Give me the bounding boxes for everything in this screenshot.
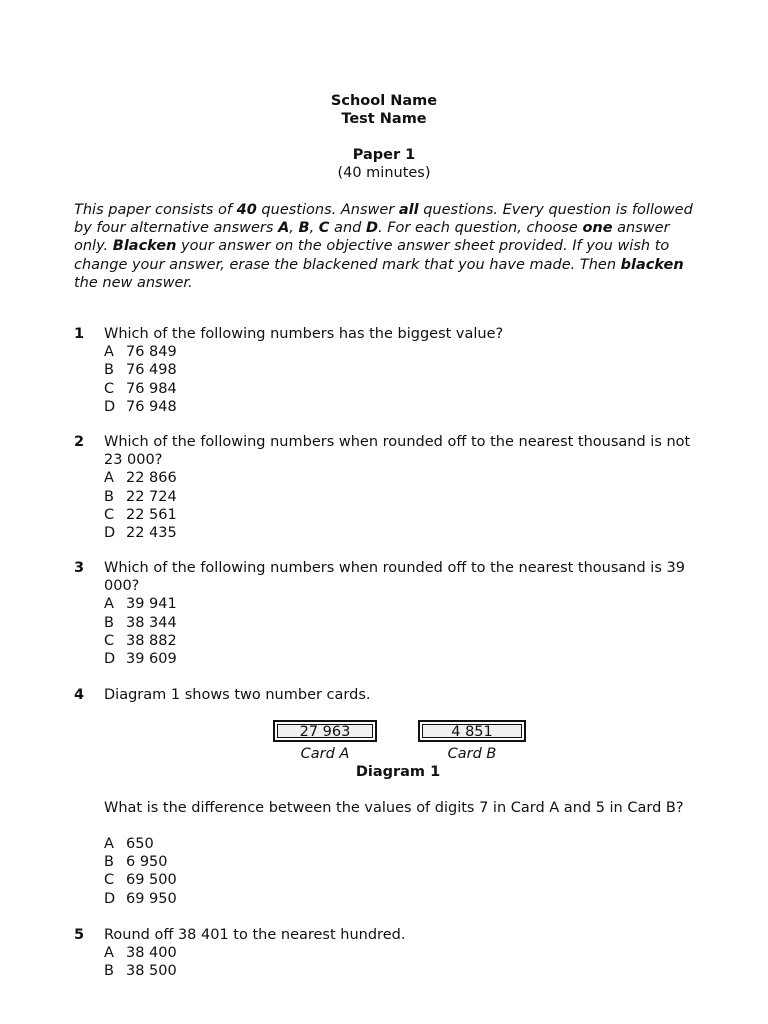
question-stem: Round off 38 401 to the nearest hundred. xyxy=(104,927,406,943)
instructions: This paper consists of 40 questions. Answer all questions. Every question is followed by four alternative answers A, B, C and D. For each question, choose one answer only. Blacken your answer on the objective answer sheet provided. If you wish to change your answer, erase the blackened mark that you have made. Then blacken the new answer. xyxy=(74,202,693,291)
option-c: C 69 500 xyxy=(104,872,177,889)
question-4-options xyxy=(104,835,177,908)
option-b: B 38 500 xyxy=(104,963,177,980)
option-d: D 39 609 xyxy=(104,651,177,668)
test-name: Test Name xyxy=(341,111,427,127)
option-c: C 76 984 xyxy=(104,380,177,397)
card-a-label: Card A xyxy=(300,746,350,762)
question-number: 4 xyxy=(74,687,85,703)
question-stem-2: What is the difference between the values of digits 7 in Card A and 5 in Card B? xyxy=(104,800,684,816)
question-number: 1 xyxy=(74,326,85,342)
question-stem: Which of the following numbers when rounded off to the nearest thousand is 39 000? xyxy=(104,560,685,595)
option-a: A 76 849 xyxy=(104,344,177,361)
option-d: D 22 435 xyxy=(104,525,177,542)
question-stem: Which of the following numbers when rounded off to the nearest thousand is not 23 000? xyxy=(104,434,691,469)
number-card-b xyxy=(418,720,526,742)
option-d: D 76 948 xyxy=(104,398,177,415)
option-b: B 22 724 xyxy=(104,488,177,505)
option-b: B 38 344 xyxy=(104,614,177,631)
school-name: School Name xyxy=(330,93,438,109)
option-a: A 39 941 xyxy=(104,596,177,613)
option-b: B 76 498 xyxy=(104,362,177,379)
option-a: A 22 866 xyxy=(104,470,177,487)
question-number: 3 xyxy=(74,560,85,576)
card-b-label: Card B xyxy=(447,746,497,762)
card-b-value: 4 851 xyxy=(422,724,522,738)
option-b: B 6 950 xyxy=(104,854,168,871)
option-c: C 22 561 xyxy=(104,506,177,523)
option-a: A 38 400 xyxy=(104,945,177,962)
number-card-a xyxy=(273,720,377,742)
option-a: A 650 xyxy=(104,836,154,852)
card-a-value: 27 963 xyxy=(277,724,373,738)
diagram-caption: Diagram 1 xyxy=(355,764,441,780)
question-stem: Which of the following numbers has the biggest value? xyxy=(104,326,504,342)
paper-title: Paper 1 xyxy=(352,147,416,163)
question-number: 5 xyxy=(74,927,85,943)
option-d: D 69 950 xyxy=(104,890,177,907)
duration: (40 minutes) xyxy=(337,165,431,181)
question-number: 2 xyxy=(74,434,85,450)
question-stem: Diagram 1 shows two number cards. xyxy=(104,687,371,703)
option-c: C 38 882 xyxy=(104,632,177,649)
